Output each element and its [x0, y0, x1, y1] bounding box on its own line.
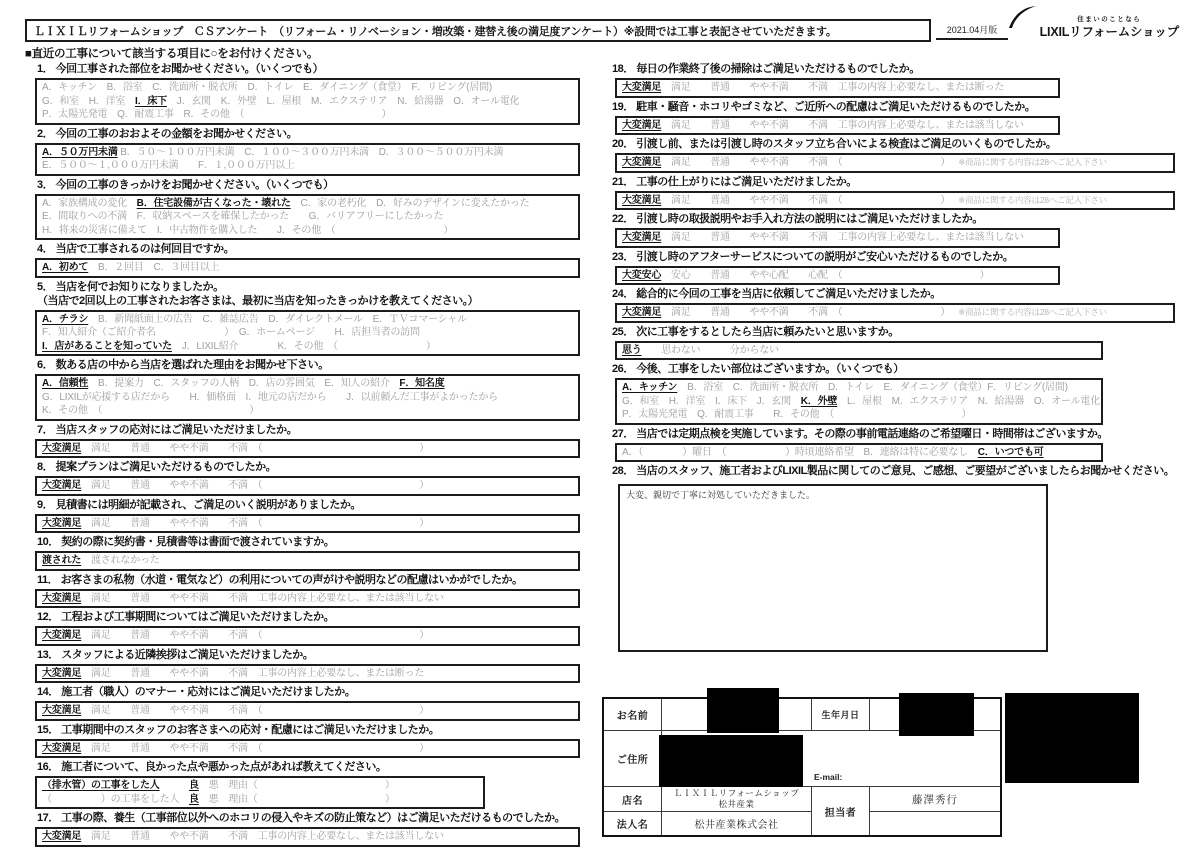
- options-box: [35, 626, 580, 646]
- option: [160, 780, 189, 791]
- question-title: 18． 毎日の作業終了後の掃除はご満足いただけるものでしたか。: [612, 63, 920, 75]
- option: G．LIXILが応援する店だから H．価格面 I．地元の店だから J．以前頼んだ工事がよかったから: [42, 391, 498, 403]
- option: B．浴室 C．洗面所・脱衣所 D．トイレ E．ダイニング（食堂）F．リビング(居間): [677, 382, 1068, 393]
- staff-label: 担当者: [824, 807, 857, 819]
- question-title: 28． 当店のスタッフ、施工者およびLIXIL製品に関してのご意見、ご感想、ご要望がございましたらお聞かせください。: [612, 465, 1175, 477]
- selected-option: 大変満足: [622, 157, 662, 168]
- logo-text: [1040, 17, 1179, 38]
- selected-option: 大変満足: [622, 194, 662, 206]
- question-8: [28, 461, 588, 496]
- options-row: [622, 408, 1096, 422]
- right-questions: [610, 63, 1188, 478]
- question-title: 25． 次に工事をするとしたら当店に頼みたいと思いますか。: [612, 325, 899, 338]
- options-row: [622, 395, 1100, 409]
- question-title: 14． 施工者（職人）のマナー・応対にはご満足いただけましたか。: [37, 686, 356, 698]
- question-15: [28, 724, 588, 759]
- option: 悪 理由（ ）: [198, 793, 395, 805]
- option: A．家族構成の変化: [42, 197, 137, 209]
- option: A．キッチン B．浴室 C．洗面所・脱衣所 D．トイレ E．ダイニング（食堂） F．リビング(居間): [42, 82, 493, 93]
- edition-date: 2021.04月版: [936, 21, 1008, 40]
- options-row: [42, 146, 573, 160]
- swoosh-icon: [1007, 5, 1037, 34]
- options-box: [35, 827, 580, 847]
- corporate-name-value: 松井産業株式会社: [694, 820, 779, 831]
- selected-option: 思う: [622, 344, 642, 356]
- option: 満足 普通 やや不満 不満 工事の内容上必要なし、または断った: [661, 82, 1005, 93]
- options-row: [42, 340, 573, 354]
- comment-box: [618, 484, 1048, 652]
- options-row: [622, 306, 1168, 320]
- options-row: [42, 210, 573, 224]
- question-22: [610, 213, 1188, 248]
- option: 満足 普通 やや不満 不満 工事の内容上必要なし、または断った: [81, 667, 425, 679]
- question-4: [28, 243, 588, 278]
- info-table: [602, 697, 1002, 837]
- corporate-name-label: 法人名: [616, 820, 649, 831]
- question-title: 26． 今後、工事をしたい部位はございますか。（いくつでも）: [612, 363, 904, 375]
- question-20: [610, 138, 1188, 173]
- question-28: [610, 465, 1188, 478]
- question-title: 6． 数ある店の中から当店を選ばれた理由をお聞かせ下さい。: [37, 359, 329, 371]
- question-title: 2． 今回の工事のおおよその金額をお聞かせください。: [37, 127, 298, 140]
- options-box: [615, 266, 1060, 286]
- option-note: ※商品に関する内容は28へご記入下さい: [958, 194, 1107, 205]
- options-box: [615, 341, 1103, 361]
- options-row: [622, 446, 1096, 460]
- selected-option: 良: [189, 780, 199, 791]
- question-title: 20． 引渡し前、または引渡し時のスタッフ立ち合いによる検査はご満足のいくものでしたか。: [612, 138, 1057, 150]
- option: 渡されなかった: [81, 555, 160, 566]
- option: 満足 普通 やや不満 不満 （ ）: [661, 194, 951, 206]
- selected-option: A．初めて: [42, 262, 89, 273]
- option: 満足 普通 やや不満 不満 （ ）: [661, 307, 951, 318]
- options-box: [35, 739, 580, 759]
- redacted-address: [659, 735, 803, 787]
- selected-option: 大変満足: [42, 705, 82, 716]
- option: B．提案力 C．スタッフの人柄 D．店の雰囲気 E．知人の紹介: [88, 378, 400, 389]
- option: 満足 普通 やや不満 不満 工事の内容上必要なし、または該当しない: [81, 831, 444, 842]
- comment-text: 大変、親切で丁寧に対処していただきました。: [626, 490, 816, 500]
- question-title: 13． スタッフによる近隣挨拶はご満足いただけましたか。: [37, 648, 314, 661]
- option: C．家の老朽化 D．好みのデザインに変えたかった: [290, 197, 530, 209]
- option: 安心 普通 やや心配 心配 （ ）: [661, 269, 990, 281]
- question-6: [28, 359, 588, 421]
- option: 満足 普通 やや不満 不満 工事の内容上必要なし、または該当しない: [81, 592, 444, 604]
- question-title: 22． 引渡し時の取扱説明やお手入れ方法の説明にはご満足いただけましたか。: [612, 213, 983, 225]
- options-box: [35, 514, 580, 534]
- question-subtitle: （当店で2回以上の工事されたお客さまは、最初に当店を知ったきっかけを教えてください。）: [37, 294, 479, 307]
- options-box: [35, 310, 580, 357]
- options-row: [42, 554, 573, 568]
- option: F．知人紹介（ご紹介者名 ） G．ホームページ H．店担当者の訪問: [42, 327, 420, 338]
- option-note: ※商品に関する内容は28へご記入下さい: [958, 157, 1107, 167]
- options-row: [42, 704, 573, 718]
- option: B．５０～１００万円未満 C．１００～３００万円未満 D．３００～５００万円未満: [117, 146, 504, 158]
- options-box: [35, 476, 580, 496]
- option: E．間取りへの不満 F．収納スペースを確保したかった G．バリアフリーにしたかった: [42, 211, 444, 222]
- question-title: 19． 駐車・騒音・ホコリやゴミなど、ご近所への配慮はご満足いただけるものでしたか。: [612, 100, 1036, 113]
- question-27: [610, 428, 1188, 463]
- selected-option: F．知名度: [399, 378, 445, 389]
- option: 満足 普通 やや不満 不満 （ ）: [81, 517, 430, 529]
- logo-brand: LIXILリフォームショップ: [1039, 24, 1179, 39]
- selected-option: （排水管）の工事をした人: [42, 780, 160, 791]
- question-title: 10． 契約の際に契約書・見積書等は書面で渡されていますか。: [37, 536, 335, 548]
- options-box: [35, 78, 580, 125]
- options-row: [42, 313, 573, 327]
- redacted-name: [707, 688, 779, 733]
- option: G．和室 H．洋室 I．床下 J．玄関: [622, 395, 801, 407]
- email-label: E-mail:: [814, 772, 843, 782]
- question-14: [28, 686, 588, 721]
- question-title: 4． 当店で工事されるのは何回目ですか。: [37, 243, 235, 255]
- question-title: 23． 引渡し時のアフターサービスについての説明がご安心いただけるものでしたか。: [612, 250, 1014, 263]
- options-box: [35, 194, 580, 241]
- question-title: 7． 当店スタッフの応対にはご満足いただけましたか。: [37, 423, 298, 436]
- option: G．和室 H．洋室: [42, 95, 135, 107]
- option: 思わない 分からない: [641, 344, 779, 356]
- question-title: 15． 工事期間中のスタッフのお客さまへの応対・配慮にはご満足いただけましたか。: [37, 723, 440, 736]
- options-box: [615, 116, 1060, 136]
- option: 満足 普通 やや不満 不満 （ ）: [81, 705, 430, 716]
- options-row: [622, 344, 1096, 358]
- options-box: [35, 143, 580, 176]
- question-title: 24． 総合的に今回の工事を当店に依頼してご満足いただけましたか。: [612, 288, 941, 300]
- store-name-value: [662, 787, 811, 811]
- options-row: [622, 269, 1053, 283]
- selected-option: A．キッチン: [622, 382, 678, 393]
- options-box: [615, 228, 1060, 248]
- option: （ ）の工事をした人: [42, 793, 189, 805]
- options-row: [42, 779, 478, 793]
- options-row: [42, 81, 573, 95]
- selected-option: 渡された: [42, 555, 82, 566]
- selected-option: 大変満足: [42, 667, 82, 679]
- table-divider: [869, 699, 870, 730]
- selected-option: I．店があることを知っていた: [42, 340, 172, 352]
- logo-tagline: 住まいのことなら: [1077, 16, 1142, 23]
- options-row: [42, 108, 573, 122]
- address-label: ご住所: [616, 755, 649, 766]
- options-row: [42, 667, 573, 681]
- name-label: お名前: [616, 711, 649, 722]
- options-box: [615, 443, 1103, 463]
- question-title: 9． 見積書には明細が記載され、ご満足のいく説明がありましたか。: [37, 498, 361, 511]
- option: B．２回目 C．３回目以上: [88, 262, 220, 273]
- question-25: [610, 326, 1188, 361]
- form-instruction: ■直近の工事について該当する項目に○をお付けください。: [25, 48, 319, 60]
- options-box: [615, 78, 1060, 98]
- option: 満足 普通 やや不満 不満 （ ）: [81, 630, 430, 641]
- options-row: [42, 377, 573, 391]
- question-title: 12． 工程および工事期間についてはご満足いただけましたか。: [37, 611, 335, 623]
- selected-option: A．チラシ: [42, 313, 89, 325]
- question-5: [28, 281, 588, 357]
- selected-option: 大変満足: [42, 517, 82, 529]
- question-24: [610, 288, 1188, 323]
- question-title: 8． 提案プランはご満足いただけるものでしたか。: [37, 461, 277, 473]
- options-row: [622, 381, 1096, 395]
- selected-option: A．信頼性: [42, 378, 89, 389]
- options-row: [42, 197, 573, 211]
- options-row: [42, 629, 573, 643]
- options-row: [42, 517, 573, 531]
- option: 悪 理由（ ）: [198, 780, 395, 791]
- question-title: 3． 今回の工事のきっかけをお聞かせください。（いくつでも）: [37, 178, 334, 191]
- options-row: [42, 404, 573, 418]
- selected-option: I．床下: [135, 95, 167, 107]
- option: E．５００～１,０００万円未満 F．１,０００万円以上: [42, 160, 295, 171]
- question-1: [28, 63, 588, 125]
- question-10: [28, 536, 588, 571]
- selected-option: 大変満足: [42, 480, 82, 491]
- selected-option: 大変満足: [622, 307, 662, 318]
- options-row: [42, 793, 478, 807]
- selected-option: 大変安心: [622, 269, 662, 281]
- options-row: [42, 159, 573, 173]
- option: 満足 普通 やや不満 不満 （ ）: [661, 157, 951, 168]
- options-row: [622, 156, 1168, 170]
- selected-option: C．いつでも可: [977, 446, 1044, 458]
- option: 満足 普通 やや不満 不満 （ ）: [81, 742, 430, 754]
- question-title: 1． 今回工事された部位をお聞かせください。（いくつでも）: [37, 63, 324, 75]
- options-row: [622, 231, 1053, 245]
- selected-option: 大変満足: [42, 742, 82, 754]
- question-13: [28, 649, 588, 684]
- question-23: [610, 251, 1188, 286]
- options-box: [35, 776, 485, 809]
- options-box: [615, 153, 1175, 173]
- selected-option: 良: [189, 793, 199, 805]
- options-box: [615, 378, 1103, 425]
- option: 満足 普通 やや不満 不満 工事の内容上必要なし、または該当しない: [661, 119, 1024, 131]
- question-19: [610, 101, 1188, 136]
- selected-option: 大変満足: [622, 232, 662, 243]
- options-box: [35, 258, 580, 278]
- question-title: 17． 工事の際、養生（工事部位以外へのホコリの侵入やキズの防止策など）はご満足いただけるものでしたか。: [37, 812, 566, 824]
- redacted-birthdate: [899, 693, 974, 736]
- question-17: [28, 812, 588, 847]
- options-row: [42, 592, 573, 606]
- question-12: [28, 611, 588, 646]
- question-title: 27． 当店では定期点検を実施しています。その際の事前電話連絡のご希望曜日・時間帯はございますか。: [612, 427, 1108, 440]
- option: P．太陽光発電 Q．耐震工事 R．その他 （ ）: [622, 409, 972, 420]
- options-row: [622, 119, 1053, 133]
- question-7: [28, 424, 588, 459]
- options-box: [35, 701, 580, 721]
- option: 満足 普通 やや不満 不満 （ ）: [81, 480, 430, 491]
- col-right: [610, 61, 1188, 652]
- option: A．（ ）曜日 （ ）時頃連絡希望 B．連絡は特に必要なし: [622, 446, 978, 458]
- options-row: [42, 95, 573, 109]
- redacted-block: [1005, 693, 1139, 783]
- store-name-line2: 松井産業: [718, 799, 755, 809]
- question-16: [28, 761, 588, 809]
- options-box: [35, 374, 580, 421]
- options-row: [42, 261, 573, 275]
- option: B．新聞紙面上の広告 C．雑誌広告 D．ダイレクトメール E．ＴＶコマーシャル: [88, 313, 467, 325]
- options-row: [42, 742, 573, 756]
- option: H．将来の災害に備えて I．中古物件を購入した J．その他 （ ）: [42, 224, 454, 236]
- question-title: 21． 工事の仕上がりにはご満足いただけましたか。: [612, 175, 857, 188]
- question-26: [610, 363, 1188, 425]
- question-9: [28, 499, 588, 534]
- option: P．太陽光発電 Q．耐震工事 R．その他 （ ）: [42, 109, 392, 120]
- form-title: ＬＩＸＩＬリフォームショップ ＣＳアンケート （リフォーム・リノベーション・増改築・建替え後の満足度アンケート）※設問では工事と表記させていただきます。: [25, 19, 931, 42]
- options-row: [42, 442, 573, 456]
- question-11: [28, 574, 588, 609]
- question-18: [610, 63, 1188, 98]
- selected-option: 大変満足: [42, 442, 82, 454]
- option: J．LIXIL紹介 K．その他 （ ）: [171, 340, 436, 352]
- option: J．玄関 K．外壁 L．屋根 M．エクステリア N．給湯器 O．オール電化: [166, 95, 520, 107]
- options-box: [615, 303, 1175, 323]
- left-questions: [28, 63, 588, 847]
- selected-option: 大変満足: [42, 630, 82, 641]
- selected-option: 大変満足: [42, 831, 82, 842]
- option-note: ※商品に関する内容は28へご記入下さい: [958, 307, 1107, 317]
- store-name-label: 店名: [622, 795, 643, 807]
- options-row: [42, 391, 573, 405]
- selected-option: K．外壁: [800, 395, 838, 407]
- options-row: [42, 326, 573, 340]
- options-box: [35, 664, 580, 684]
- selected-option: B．住宅設備が古くなった・壊れた: [136, 197, 291, 209]
- option: 満足 普通 やや不満 不満 工事の内容上必要なし、または該当しない: [661, 232, 1024, 243]
- question-2: [28, 128, 588, 176]
- options-box: [35, 439, 580, 459]
- store-name-line1: ＬＩＸＩＬリフォームショップ: [673, 788, 800, 798]
- selected-option: 大変満足: [42, 592, 82, 604]
- selected-option: 大変満足: [622, 82, 662, 93]
- question-title: 11． お客さまの私物（水道・電気など）の利用についての声がけや説明などの配慮はいかがでしたか。: [37, 573, 523, 586]
- question-title: 16． 施工者について、良かった点や悪かった点があれば教えてください。: [37, 761, 387, 773]
- options-box: [35, 589, 580, 609]
- options-row: [42, 224, 573, 238]
- question-3: [28, 179, 588, 241]
- question-21: [610, 176, 1188, 211]
- options-row: [42, 479, 573, 493]
- options-row: [622, 81, 1053, 95]
- table-divider: [870, 811, 1000, 812]
- lixil-logo: [1007, 5, 1179, 38]
- col-left: [28, 61, 588, 849]
- birthdate-label: 生年月日: [821, 710, 860, 720]
- selected-option: 大変満足: [622, 119, 662, 131]
- question-title: 5． 当店を何でお知りになりましたか。: [37, 280, 224, 293]
- options-row: [42, 830, 573, 844]
- option: K．その他 （ ）: [42, 405, 260, 416]
- option: L．屋根 M．エクステリア N．給湯器 O．オール電化: [837, 395, 1100, 407]
- options-box: [615, 191, 1175, 211]
- selected-option: A．５０万円未満: [42, 146, 118, 158]
- staff-value: 藤澤秀行: [912, 793, 958, 806]
- options-row: [622, 194, 1168, 208]
- options-box: [35, 551, 580, 571]
- option: 満足 普通 やや不満 不満 （ ）: [81, 442, 430, 454]
